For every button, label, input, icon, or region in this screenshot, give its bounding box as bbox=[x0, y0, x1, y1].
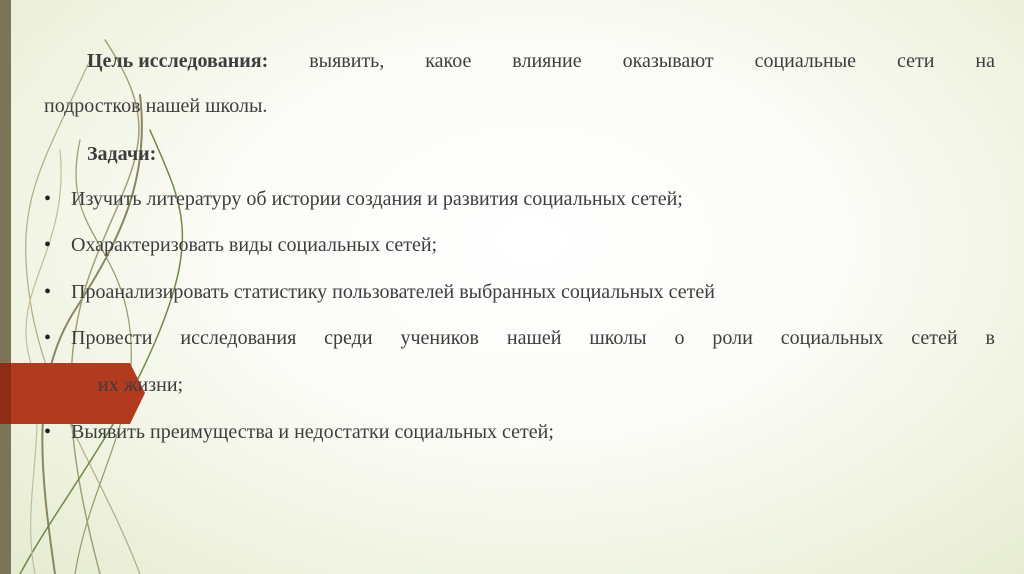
task-word: учеников bbox=[400, 327, 479, 349]
bullet-icon: • bbox=[44, 188, 52, 210]
goal-word: оказывают bbox=[622, 50, 714, 72]
task-item: Изучить литературу об истории создания и развития социальных сетей; bbox=[71, 188, 683, 210]
task-word: нашей bbox=[506, 327, 562, 349]
bullet-icon: • bbox=[44, 281, 52, 303]
goal-word: влияние bbox=[512, 50, 582, 72]
goal-word: социальные bbox=[754, 50, 857, 72]
goal-line-2: подростков нашей школы. bbox=[44, 95, 268, 117]
goal-heading: Цель исследования: bbox=[87, 50, 269, 72]
goal-word: какое bbox=[425, 50, 472, 72]
task-word: социальных bbox=[780, 327, 884, 349]
task-item-4-line-1 bbox=[71, 326, 995, 350]
task-item: Проанализировать статистику пользователей выбранных социальных сетей bbox=[71, 281, 715, 303]
task-word: роли bbox=[712, 327, 753, 349]
task-word: школы bbox=[589, 327, 647, 349]
task-item: Выявить преимущества и недостатки социальных сетей; bbox=[71, 421, 554, 443]
task-word: о bbox=[674, 327, 685, 349]
task-word: среди bbox=[324, 327, 373, 349]
goal-word: выявить, bbox=[309, 50, 385, 72]
task-item-4-line-2: их жизни; bbox=[98, 374, 184, 396]
task-word: в bbox=[985, 327, 995, 349]
bullet-icon: • bbox=[44, 327, 52, 349]
goal-word: сети bbox=[896, 50, 935, 72]
task-item: Охарактеризовать виды социальных сетей; bbox=[71, 234, 438, 256]
task-word: сетей bbox=[911, 327, 958, 349]
tasks-heading: Задачи: bbox=[87, 143, 157, 165]
bullet-icon: • bbox=[44, 421, 52, 443]
goal-line-1 bbox=[87, 49, 995, 73]
task-word: Провести bbox=[71, 327, 153, 349]
goal-word: на bbox=[975, 50, 995, 72]
bullet-icon: • bbox=[44, 234, 52, 256]
task-word: исследования bbox=[180, 327, 297, 349]
